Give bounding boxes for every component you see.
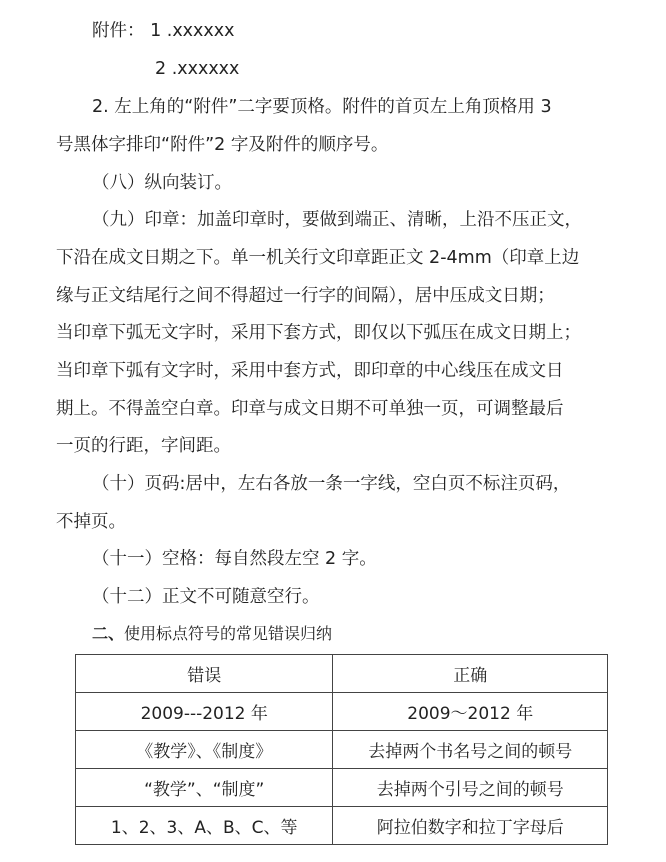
body-line: 号黑体字排印“附件”2 字及附件的顺序号。	[56, 135, 389, 155]
table-cell-error: 《教学》、《制度》	[76, 731, 333, 769]
body-line: 一页的行距，字间距。	[56, 436, 231, 456]
section-title: 使用标点符号的常见错误归纳	[124, 624, 333, 643]
body-line: 2. 左上角的“附件”二字要顶格。附件的首页左上角顶格用 3	[92, 97, 552, 117]
table-cell-correct: 2009～2012 年	[333, 693, 608, 731]
table-cell-error: “教学”、“制度”	[76, 769, 333, 807]
section-number: 二、	[92, 624, 125, 643]
table-cell-error: 1、2、3、A、B、C、等	[76, 807, 333, 845]
body-line: （十二）正文不可随意空行。	[92, 587, 320, 607]
body-line: （十）页码:居中，左右各放一条一字线，空白页不标注页码，	[92, 474, 571, 494]
table-cell-correct: 去掉两个引号之间的顿号	[333, 769, 608, 807]
body-line: 缘与正文结尾行之间不得超过一行字的间隔），居中压成文日期；	[56, 286, 555, 306]
table-header-cell: 错误	[76, 655, 333, 693]
body-line: 当印章下弧无文字时，采用下套方式，即仅以下弧压在成文日期上；	[56, 323, 581, 343]
punctuation-errors-table	[75, 654, 608, 845]
section-heading	[92, 622, 332, 646]
body-line: （十一）空格：每自然段左空 2 字。	[92, 549, 377, 569]
table-header-row	[76, 655, 608, 693]
table-row	[76, 693, 608, 731]
body-line: 下沿在成文日期之下。单一机关行文印章距正文 2-4mm（印章上边	[56, 248, 580, 268]
table-header-cell: 正确	[333, 655, 608, 693]
attachment-line-2: 2 .xxxxxx	[155, 59, 240, 79]
body-line: （九）印章：加盖印章时，要做到端正、清晰，上沿不压正文，	[92, 210, 582, 230]
table-cell-error: 2009---2012 年	[76, 693, 333, 731]
body-line: 不掉页。	[56, 512, 126, 532]
table-row	[76, 731, 608, 769]
body-line: 当印章下弧有文字时，采用中套方式，即印章的中心线压在成文日	[56, 361, 564, 381]
attachment-line-1: 附件： 1 .xxxxxx	[92, 21, 235, 41]
table-cell-correct: 阿拉伯数字和拉丁字母后	[333, 807, 608, 845]
table-row	[76, 807, 608, 845]
body-line: 期上。不得盖空白章。印章与成文日期不可单独一页，可调整最后	[56, 399, 564, 419]
table-cell-correct: 去掉两个书名号之间的顿号	[333, 731, 608, 769]
table-row	[76, 769, 608, 807]
body-line: （八）纵向装订。	[92, 173, 232, 193]
